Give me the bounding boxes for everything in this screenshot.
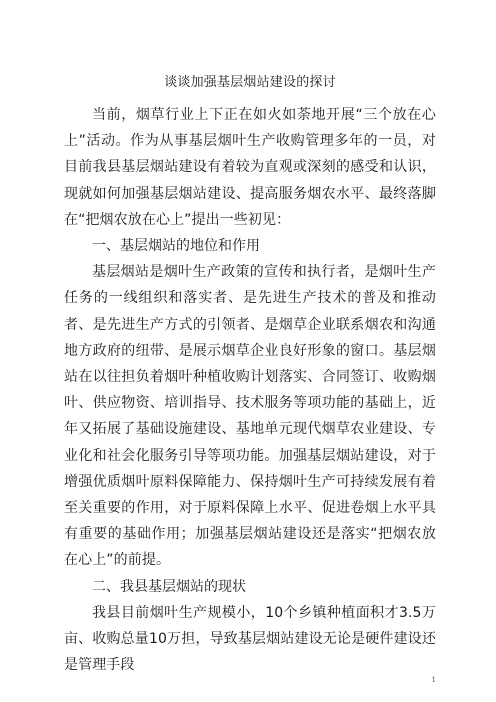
section-heading-1: 一、基层烟站的地位和作用 [92, 238, 260, 255]
section-2-paragraph: 我县目前烟叶生产规模小，10个乡镇种植面积才3.5万亩、收购总量10万担，导致基层烟站建设无论是硬件建设还是管理手段 [64, 604, 436, 674]
section-1-paragraph: 基层烟站是烟叶生产政策的宣传和执行者，是烟叶生产任务的一线组织和落实者、是先进生产技术的普及和推动者、是先进生产方式的引领者、是烟草企业联系烟农和沟通地方政府的纽带、是展示烟草企业良好形象的窗口。基层烟站在以往担负着烟叶种植收购计划落实、合同签订、收购烟叶、供应物资、培训指导、技术服务等项功能的基础上，近年又拓展了基础设施建设、基地单元现代烟草农业建设、专业化和社会化服务引导等项功能。加强基层烟站建设，对于增强优质烟叶原料保障能力、保持烟叶生产可持续发展有着至关重要的作用，对于原料保障上水平、促进卷烟上水平具有重要的基础作用；加强基层烟站建设还是落实“把烟农放在心上”的前提。 [64, 264, 436, 569]
page-number: 1 [431, 676, 436, 684]
intro-paragraph: 当前，烟草行业上下正在如火如荼地开展“三个放在心上”活动。作为从事基层烟叶生产收购管理多年的一员，对目前我县基层烟站建设有着较为直观或深刻的感受和认识，现就如何加强基层烟站建设、提高服务烟农水平、最终落脚在“把烟农放在心上”提出一些初见： [64, 107, 436, 228]
document-title: 谈谈加强基层烟站建设的探讨 [164, 75, 336, 90]
section-heading-2: 二、我县基层烟站的现状 [92, 578, 246, 595]
